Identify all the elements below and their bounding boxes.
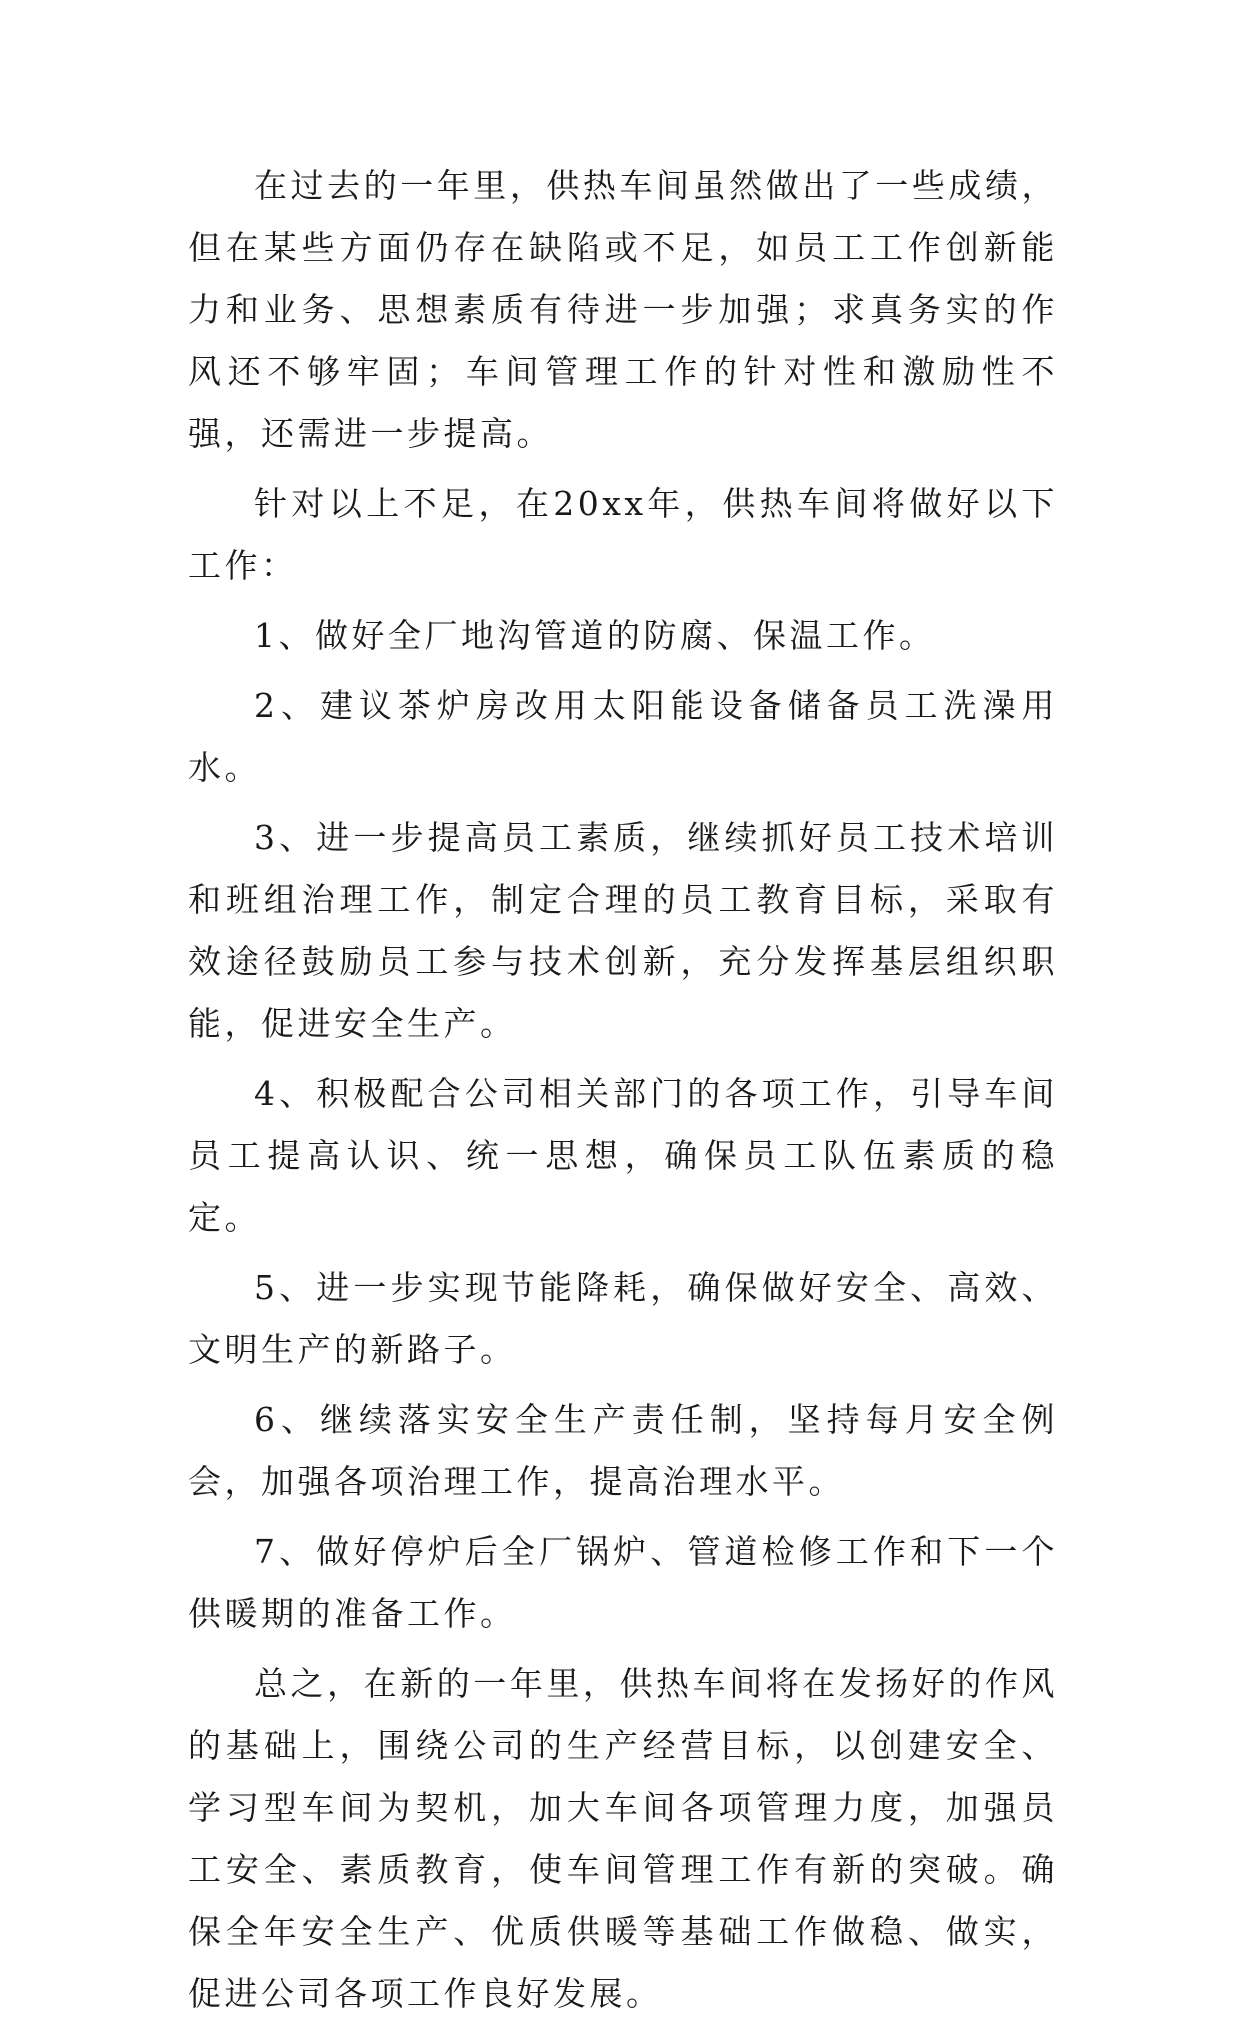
paragraph-item-2: 2、建议茶炉房改用太阳能设备储备员工洗澡用水。 [188, 686, 1058, 787]
paragraph-item-6: 6、继续落实安全生产责任制，坚持每月安全例会，加强各项治理工作，提高治理水平。 [188, 1400, 1058, 1501]
paragraph-item-7: 7、做好停炉后全厂锅炉、管道检修工作和下一个供暖期的准备工作。 [188, 1532, 1058, 1633]
paragraph-item-1: 1、做好全厂地沟管道的防腐、保温工作。 [254, 616, 936, 655]
paragraph-item-4: 4、积极配合公司相关部门的各项工作，引导车间员工提高认识、统一思想，确保员工队伍素质的稳定。 [188, 1074, 1058, 1237]
document-body [188, 155, 1058, 2025]
paragraph-summary-shortcomings: 在过去的一年里，供热车间虽然做出了一些成绩，但在某些方面仍存在缺陷或不足，如员工工作创新能力和业务、思想素质有待进一步加强；求真务实的作风还不够牢固；车间管理工作的针对性和激励性不强，还需进一步提高。 [188, 166, 1058, 453]
paragraph-conclusion: 总之，在新的一年里，供热车间将在发扬好的作风的基础上，围绕公司的生产经营目标，以创建安全、学习型车间为契机，加大车间各项管理力度，加强员工安全、素质教育，使车间管理工作有新的突破。确保全年安全生产、优质供暖等基础工作做稳、做实，促进公司各项工作良好发展。 [188, 1664, 1058, 2013]
paragraph-item-3: 3、进一步提高员工素质，继续抓好员工技术培训和班组治理工作，制定合理的员工教育目标，采取有效途径鼓励员工参与技术创新，充分发挥基层组织职能，促进安全生产。 [188, 818, 1058, 1043]
paragraph-item-5: 5、进一步实现节能降耗，确保做好安全、高效、文明生产的新路子。 [188, 1268, 1058, 1369]
paragraph-plan-intro: 针对以上不足，在20xx年，供热车间将做好以下工作： [188, 484, 1058, 585]
